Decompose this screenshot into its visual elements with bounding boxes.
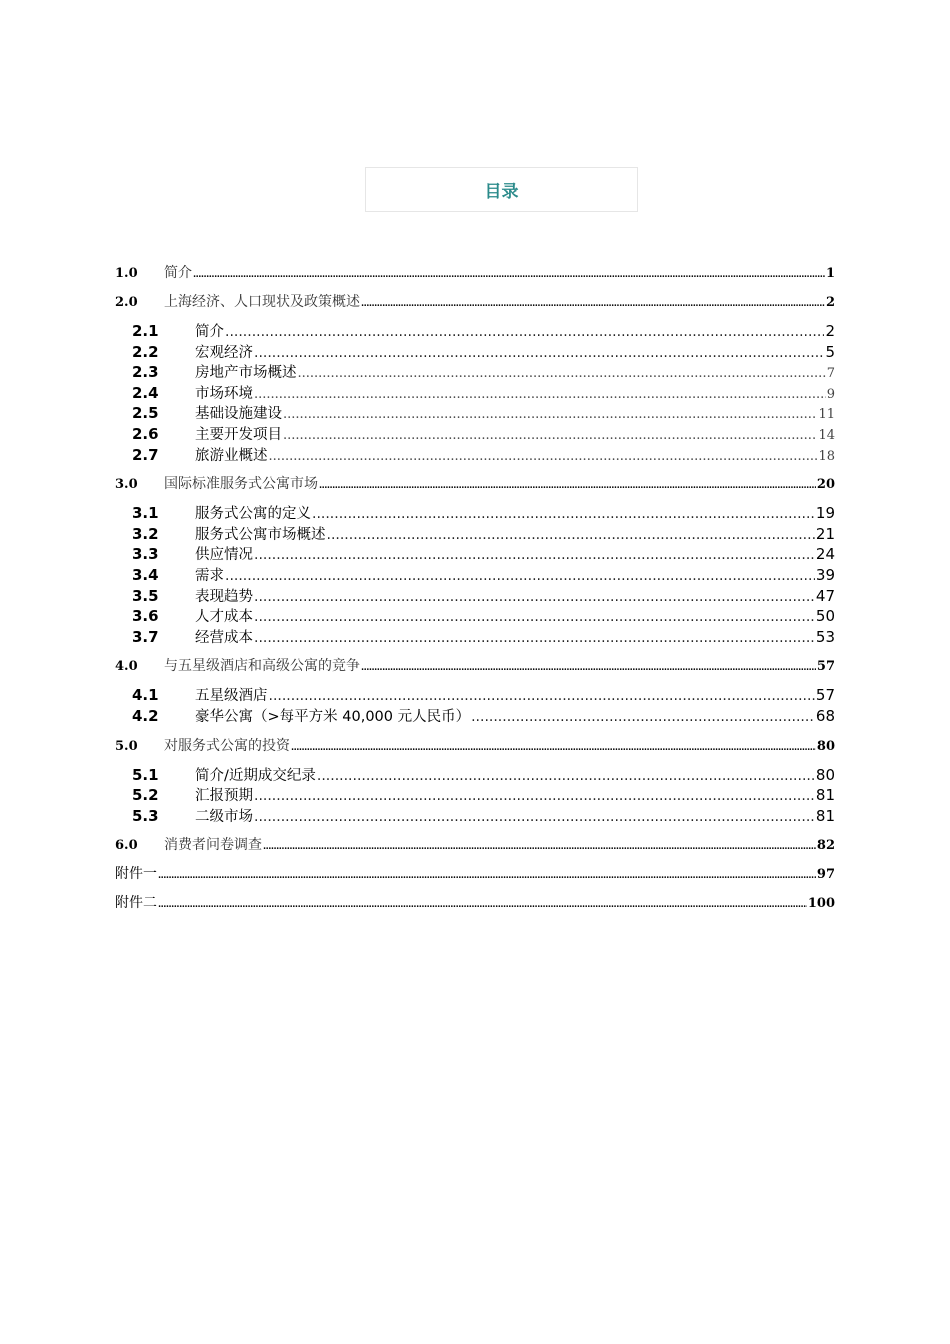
dot-leader [269, 449, 818, 464]
toc-entry-5-3[interactable] [115, 805, 835, 826]
toc-entry-page: 47 [815, 586, 835, 605]
toc-entry-number: 6.0 [115, 838, 138, 854]
toc-entry-page: 21 [815, 524, 835, 543]
dot-leader [361, 663, 816, 673]
dot-leader [263, 842, 816, 852]
toc-entry-number: 3.7 [132, 627, 159, 646]
toc-entry-page: 20 [816, 477, 835, 493]
toc-entry-number: 3.1 [132, 504, 159, 523]
toc-entry-label: 上海经济、人口现状及政策概述 [164, 294, 360, 310]
toc-entry-page: 1 [825, 266, 835, 281]
toc-entry-label: 简介 [195, 324, 224, 340]
dot-leader [254, 788, 815, 804]
dot-leader [254, 547, 815, 563]
toc-entry-page: 2 [825, 295, 835, 310]
toc-entry-label: 附件二 [115, 895, 157, 912]
toc-entry-label: 国际标准服务式公寓市场 [164, 476, 318, 493]
toc-entry-label: 简介 [164, 265, 192, 281]
toc-entry-3-3[interactable] [115, 543, 835, 564]
toc-entry-3-5[interactable] [115, 585, 835, 606]
dot-leader [158, 871, 816, 881]
toc-entry-label: 供应情况 [195, 547, 253, 564]
dot-leader [254, 809, 815, 825]
toc-entry-number: 3.2 [132, 524, 159, 543]
toc-entry-4-1[interactable] [115, 684, 835, 705]
toc-entry-label: 基础设施建设 [195, 406, 282, 423]
dot-leader [312, 506, 815, 522]
dot-leader [317, 768, 815, 784]
dot-leader [193, 270, 825, 280]
toc-entry-label: 市场环境 [195, 385, 253, 402]
toc-entry-page: 39 [815, 565, 835, 584]
toc-entry-page: 81 [815, 786, 835, 805]
toc-entry-3-0[interactable] [115, 473, 835, 502]
toc-entry-3-4[interactable] [115, 564, 835, 585]
dot-leader [327, 527, 815, 543]
dot-leader [254, 630, 815, 646]
toc-entry-page: 97 [816, 867, 835, 883]
toc-entry-5-1[interactable] [115, 764, 835, 785]
toc-entry-number: 2.4 [132, 383, 159, 402]
toc-entry-3-1[interactable] [115, 502, 835, 523]
dot-leader [361, 299, 825, 309]
dot-leader [254, 609, 815, 625]
toc-entry-4-2[interactable] [115, 705, 835, 726]
toc-entry-page: 2 [825, 322, 835, 340]
toc-entry-label: 简介/近期成交纪录 [195, 767, 316, 784]
toc-entry-number: 2.0 [115, 295, 138, 310]
toc-entry-number: 2.5 [132, 404, 159, 423]
dot-leader [254, 345, 824, 361]
toc-entry-number: 5.3 [132, 806, 159, 825]
toc-entry-appendix-2[interactable] [115, 892, 835, 921]
toc-entry-number: 3.4 [132, 565, 159, 584]
toc-entry-label: 五星级酒店 [195, 688, 268, 705]
toc-entry-label: 主要开发项目 [195, 426, 282, 443]
toc-entry-number: 3.3 [132, 545, 159, 564]
toc-entry-5-0[interactable] [115, 735, 835, 764]
toc-entry-2-7[interactable] [115, 444, 835, 465]
toc-entry-3-7[interactable] [115, 626, 835, 647]
toc-entry-label: 消费者问卷调查 [164, 837, 262, 854]
toc-entry-page: 57 [815, 686, 835, 705]
toc-entry-label: 表现趋势 [195, 588, 253, 605]
toc-entry-6-0[interactable] [115, 834, 835, 863]
toc-entry-number: 2.6 [132, 424, 159, 443]
toc-entry-page: 14 [818, 427, 835, 443]
toc-entry-2-2[interactable] [115, 341, 835, 362]
toc-entry-page: 100 [807, 896, 835, 912]
dot-leader [283, 407, 817, 422]
toc-entry-2-4[interactable] [115, 382, 835, 403]
table-of-contents [115, 262, 835, 921]
toc-entry-label: 宏观经济 [195, 344, 253, 361]
toc-entry-number: 4.2 [132, 706, 159, 725]
toc-entry-number: 2.2 [132, 342, 159, 361]
toc-entry-3-2[interactable] [115, 523, 835, 544]
toc-entry-page: 57 [816, 659, 835, 675]
toc-entry-label: 经营成本 [195, 629, 253, 646]
dot-leader [225, 568, 815, 584]
toc-entry-page: 50 [815, 607, 835, 626]
toc-entry-page: 24 [815, 545, 835, 564]
dot-leader [254, 589, 815, 605]
toc-entry-page: 9 [826, 386, 835, 402]
dot-leader [269, 688, 815, 704]
toc-entry-number: 2.7 [132, 445, 159, 464]
toc-entry-page: 68 [815, 706, 835, 725]
toc-entry-page: 53 [815, 627, 835, 646]
toc-entry-number: 4.1 [132, 686, 159, 705]
toc-entry-appendix-1[interactable] [115, 863, 835, 892]
dot-leader [158, 900, 807, 910]
toc-entry-label: 服务式公寓的定义 [195, 506, 311, 523]
dot-leader [283, 428, 817, 443]
toc-entry-number: 2.1 [132, 322, 159, 340]
toc-entry-2-0[interactable] [115, 291, 835, 320]
toc-entry-2-6[interactable] [115, 423, 835, 444]
toc-entry-page: 82 [816, 838, 835, 854]
toc-entry-number: 2.3 [132, 363, 159, 382]
toc-entry-number: 3.6 [132, 607, 159, 626]
toc-entry-label: 旅游业概述 [195, 447, 268, 464]
dot-leader [471, 709, 815, 725]
toc-entry-label: 房地产市场概述 [195, 365, 297, 382]
toc-entry-page: 11 [818, 407, 835, 423]
toc-title-box [365, 167, 638, 212]
toc-title: 目录 [484, 182, 519, 202]
toc-entry-label: 服务式公寓市场概述 [195, 526, 326, 543]
toc-entry-number: 1.0 [115, 266, 138, 281]
toc-entry-page: 80 [815, 765, 835, 784]
toc-entry-number: 3.5 [132, 586, 159, 605]
toc-entry-number: 5.2 [132, 786, 159, 805]
toc-entry-label: 与五星级酒店和高级公寓的竞争 [164, 658, 360, 675]
toc-entry-label: 对服务式公寓的投资 [164, 737, 290, 754]
toc-entry-5-2[interactable] [115, 784, 835, 805]
dot-leader [298, 366, 826, 381]
toc-entry-label: 需求 [195, 567, 224, 584]
toc-entry-number: 5.0 [115, 738, 138, 754]
toc-entry-4-0[interactable] [115, 655, 835, 684]
toc-entry-page: 7 [826, 366, 835, 382]
toc-entry-label: 附件一 [115, 866, 157, 883]
toc-entry-label: 二级市场 [195, 808, 253, 825]
toc-entry-number: 4.0 [115, 659, 138, 675]
toc-entry-2-5[interactable] [115, 402, 835, 423]
toc-entry-2-3[interactable] [115, 361, 835, 382]
toc-entry-label: 汇报预期 [195, 788, 253, 805]
toc-entry-label: 人才成本 [195, 609, 253, 626]
toc-entry-page: 18 [818, 448, 835, 464]
dot-leader [225, 324, 824, 340]
toc-entry-3-6[interactable] [115, 605, 835, 626]
toc-entry-2-1[interactable] [115, 320, 835, 341]
toc-entry-label: 豪华公寓（>每平方米 40,000 元人民币） [195, 708, 471, 725]
toc-entry-number: 3.0 [115, 477, 138, 493]
toc-entry-1-0[interactable] [115, 262, 835, 291]
dot-leader [291, 743, 816, 753]
toc-entry-page: 5 [825, 342, 835, 361]
toc-entry-page: 80 [816, 738, 835, 754]
dot-leader [254, 387, 826, 402]
toc-entry-page: 19 [815, 504, 835, 523]
dot-leader [319, 481, 816, 491]
toc-entry-number: 5.1 [132, 765, 159, 784]
toc-entry-page: 81 [815, 806, 835, 825]
